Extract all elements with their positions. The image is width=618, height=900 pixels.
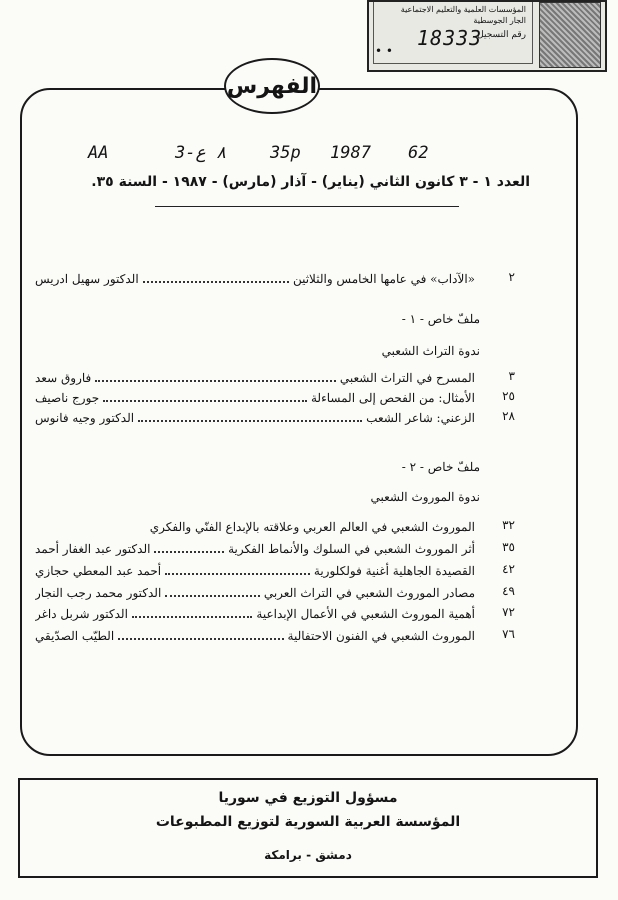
entry-title: الموروث الشعبي في العالم العربي وعلاقته بالإبداع الفنّي والفكري <box>149 520 475 534</box>
entry-title: أثر الموروث الشعبي في السلوك والأنماط الفكرية <box>228 542 475 556</box>
dot-leader <box>95 369 336 382</box>
dot-leader <box>143 270 289 283</box>
section-2-subtitle: ندوة الموروث الشعبي <box>370 490 480 504</box>
stamp-label: رقم التسجيل <box>477 30 526 40</box>
entry-title: الموروث الشعبي في الفنون الاحتفالية <box>287 629 475 643</box>
entry-title: المسرح في التراث الشعبي <box>339 371 475 385</box>
dot-leader <box>103 389 307 402</box>
dot-leader <box>165 562 310 575</box>
distributor-address: دمشق - برامكة <box>264 848 352 862</box>
entry-title: القصيدة الجاهلية أغنية فولكلورية <box>313 564 475 578</box>
distribution-box <box>18 778 598 878</box>
page-number: ٢٥ <box>502 389 515 403</box>
registration-number: 18333 <box>417 26 483 50</box>
stamp-line-2: الجار الجوسطية <box>473 16 526 25</box>
entry-author: الدكتور وجيه فانوس <box>35 411 135 425</box>
section-1-label: ملفّ خاص - ١ - <box>401 312 480 326</box>
page-title: الفهرس <box>226 73 318 99</box>
title-oval <box>224 58 320 114</box>
entry-author: الدكتور محمد رجب النجار <box>35 586 162 600</box>
stamp-line-1: المؤسسات العلمية والتعليم الاجتماعية <box>400 5 526 14</box>
entry-author: الطيّب الصدّيقي <box>35 629 115 643</box>
entry-author: جورج ناصيف <box>35 391 100 405</box>
entry-title: الزعني: شاعر الشعب <box>366 411 475 425</box>
page-number: ٣٢ <box>502 518 515 532</box>
section-1-subtitle: ندوة التراث الشعبي <box>381 344 480 358</box>
registration-stamp <box>367 0 607 72</box>
entry-author: الدكتور سهيل ادريس <box>35 272 139 286</box>
entry-title: أهمية الموروث الشعبي في الأعمال الإبداعية <box>256 607 475 621</box>
page-number: ٤٢ <box>502 562 515 576</box>
entry-author: فاروق سعد <box>35 371 92 385</box>
stamp-photo-icon <box>539 2 601 68</box>
entry-title: «الآداب» في عامها الخامس والثلاثين <box>292 272 475 286</box>
distributor-name: المؤسسة العربية السورية لتوزيع المطبوعات <box>155 814 461 830</box>
entry-title: الأمثال: من الفحص إلى المساءلة <box>311 391 475 405</box>
entry-title: مصادر الموروث الشعبي في التراث العربي <box>263 586 475 600</box>
entry-author: الدكتور عبد الغفار أحمد <box>35 542 151 556</box>
handwritten-note-d: 1987 <box>330 143 371 163</box>
dot-leader <box>165 584 260 597</box>
handwritten-note-c: 35p <box>270 143 301 163</box>
divider <box>155 206 459 207</box>
stamp-dots: • • <box>375 44 393 58</box>
page-number: ٣٥ <box>502 540 515 554</box>
handwritten-note-e: 62 <box>408 143 429 163</box>
dot-leader <box>132 605 252 618</box>
handwritten-note-b: 3-٨ ع <box>175 143 227 163</box>
dot-leader <box>138 409 362 422</box>
page-number: ٢٨ <box>502 409 515 423</box>
page-number: ٢ <box>508 270 515 284</box>
dot-leader <box>154 540 224 553</box>
entry-author: الدكتور شربل داغر <box>35 607 128 621</box>
issue-line: العدد ١ - ٣ كانون الثاني (يناير) - آذار (مارس) - ١٩٨٧ - السنة ٣٥. <box>91 174 530 190</box>
dot-leader <box>118 627 283 640</box>
distribution-heading: مسؤول التوزيع في سوريا <box>218 790 398 806</box>
page-number: ٤٩ <box>502 584 515 598</box>
handwritten-note-a: AA <box>88 143 109 163</box>
page-number: ٣ <box>508 369 515 383</box>
page-number: ٧٢ <box>502 605 515 619</box>
page-number: ٧٦ <box>502 627 515 641</box>
entry-author: أحمد عبد المعطي حجازي <box>35 564 162 578</box>
section-2-label: ملفّ خاص - ٢ - <box>401 460 480 474</box>
